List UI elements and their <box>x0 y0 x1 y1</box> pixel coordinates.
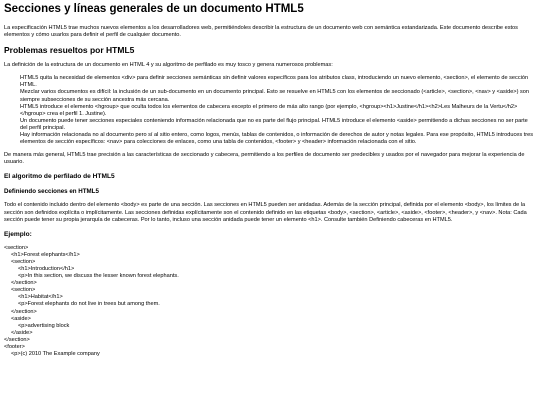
algorithm-paragraph: Todo el contenido incluido dentro del elemento <body> es parte de una sección. Las secciones en HTML5 pueden ser anidadas. Además de la sección principal, definida por el elemento <body>, los límites de la sección son definidos explícita o implícitamente. Las secciones definidas explícitamente son el contenido definido en las etiquetas <body>, <section>, <article>, <aside>, <footer>, <header>, y <nav>. Nota: Cada sección puede tener su propia jerarquía de cabeceras. Por lo tanto, incluso una sección anidada puede tener un elemento <h1>. Consulte también Definiendo cabeceras en HTML5. <box>4 202 527 223</box>
subheading-defining-sections: Definiendo secciones en HTML5 <box>4 188 99 196</box>
example-code-block <box>4 245 536 359</box>
problems-list <box>20 75 536 146</box>
code-line: </section> <box>11 280 37 287</box>
section-heading-problems: Problemas resueltos por HTML5 <box>4 45 135 56</box>
example-heading: Ejemplo: <box>4 230 32 238</box>
list-item: HTML5 quita la necesidad de elementos <div> para definir secciones semánticas sin definir valores específicos para los atributos class, introduciendo un nuevo elemento, <section>, el elemento de sección HTML. <box>20 75 529 89</box>
problems-paragraph: La definición de la estructura de un documento en HTML 4 y su algoritmo de perfilado es muy tosco y genera numerosos problemas: <box>4 62 333 69</box>
intro-paragraph: La especificación HTML5 trae muchos nuevos elementos a los desarrolladores web, permitiéndoles describir la estructura de un documento web con semántica estandarizada. Este documento describe estos elementos y cómo usarlos para definir el perfil de cualquier documento. <box>4 25 518 39</box>
code-line: <section> <box>4 244 29 251</box>
code-line: </section> <box>4 336 30 343</box>
list-item: Mezclar varios documentos es difícil: la inclusión de un sub-documento en un documento principal. Esto se resuelve en HTML5 con los elementos de seccionado (<article>, <section>, <nav> y <aside>) son siempre subsecciones de su sección ancestra más cercana. <box>20 89 530 103</box>
code-line: </section> <box>11 308 37 315</box>
list-item: Hay información relacionada no al documento pero sí al sitio entero, como logos, menús, tablas de contenidos, o información de derechos de autor y notas legales. Para ese propósito, HTML5 introduces tres elementos de sección específicos: <nav> para colecciones de enlaces, como una tabla de contenidos, <footer> y <header> información relacionada con el sitio. <box>20 132 534 146</box>
code-line: <p>advertising block <box>18 322 70 329</box>
list-item: HTML5 introduce el elemento <hgroup> que oculta todos los elementos de cabecera excepto el primero de más alto rango (por ejemplo, <hgroup><h1>Justine</h1><h2>Les Malheurs de la Vertu</h2></hgroup> crea el perfil 1. Justine). <box>20 103 518 117</box>
code-line: <footer> <box>4 344 25 350</box>
code-line: <h1>Introduction</h1> <box>18 265 75 272</box>
code-line: <section> <box>11 287 36 294</box>
list-item: Un documento puede tener secciones especiales conteniendo información relacionada que no es parte del flujo principal. HTML5 introduce el elemento <aside> permitiendo a dichas secciones no ser parte del perfil principal. <box>20 117 528 131</box>
page-title: Secciones y líneas generales de un documento HTML5 <box>4 3 304 15</box>
code-line: <h1>Habitat</h1> <box>18 294 63 301</box>
code-line: <section> <box>11 258 36 265</box>
code-line: <p>Forest elephants do not live in trees but among them. <box>18 301 160 308</box>
code-line: <p>(c) 2010 The Example company <box>11 351 100 358</box>
section-heading-algorithm: El algoritmo de perfilado de HTML5 <box>4 173 115 181</box>
code-line: <h1>Forest elephants</h1> <box>11 251 80 258</box>
code-line: </aside> <box>11 329 33 336</box>
code-line: <p>In this section, we discuss the lesser known forest elephants. <box>18 273 179 280</box>
closing-paragraph: De manera más general, HTML5 trae precisión a las características de seccionado y cabecera, permitiendo a los perfiles de documento ser predecibles y usados por el navegador para mejorar la experiencia de usuario. <box>4 152 525 166</box>
code-line: <aside> <box>11 315 31 322</box>
